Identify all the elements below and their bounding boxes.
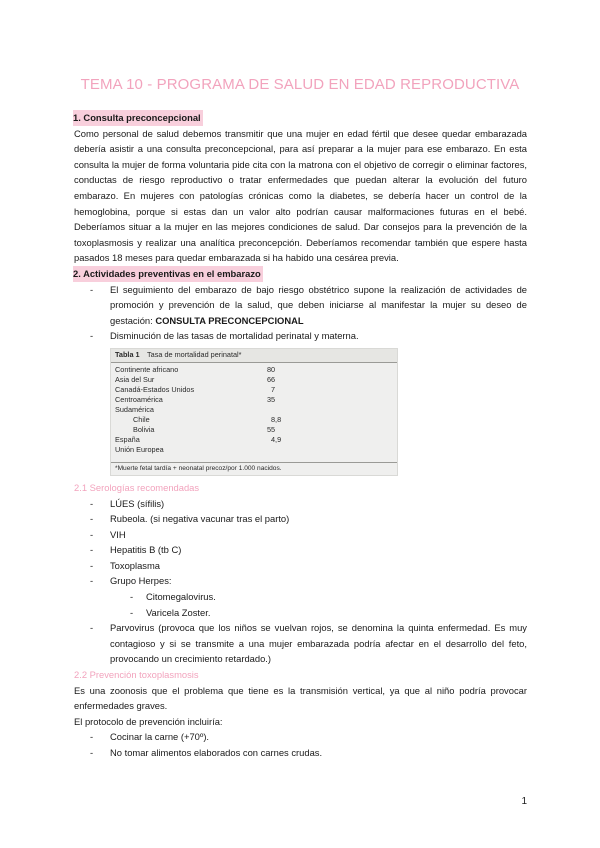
- list-item-text: Grupo Herpes:: [110, 575, 172, 587]
- section-2-2-heading: 2.2 Prevención toxoplasmosis: [74, 669, 199, 681]
- list-item: [74, 542, 527, 558]
- list-item: [74, 496, 527, 512]
- table-row-value: 7: [271, 384, 276, 394]
- section-2-list: [74, 282, 527, 344]
- list-item-text: Rubeola. (si negativa vacunar tras el parto): [110, 513, 290, 525]
- section-1-paragraph: Como personal de salud debemos transmitir que una mujer en edad fértil que desee quedar embarazada debería asistir a una consulta preconcepcional, para así preparar a la mujer para ese embarazo. En esta consulta la mujer de forma voluntaria pide cita con la matrona con el objetivo de corregir o eliminar factores, conductas de riesgo reproductivo o tratar enfermedades que puedan alterar la evolución del futuro embarazo. En mujeres con patologías crónicas como la diabetes, se debería hacer un control de la hemoglobina, porque si estas dan un valor alto podrían causar malformaciones futuras en el bebé. Deberíamos situar a la mujer en las mejores condiciones de salud. Dar consejos para la prevención de la toxoplasmosis y realizar una analítica preconcepción. Deberíamos recomendar también que espere hasta pasados 18 meses para quedar embarazada si ha habido una cesárea previa.: [74, 127, 527, 264]
- list-item-text: LÚES (sífilis): [110, 497, 165, 509]
- table-number: Tabla 1: [115, 349, 140, 359]
- page-title: TEMA 10 - PROGRAMA DE SALUD EN EDAD REPRODUCTIVA: [80, 76, 520, 93]
- table-row-label: Chile: [133, 414, 150, 424]
- table-row: [115, 406, 315, 415]
- herpes-sublist: [110, 589, 527, 620]
- table-row-label: Continente africano: [115, 364, 179, 374]
- list-item-text: VIH: [110, 528, 126, 540]
- mortality-table: [110, 348, 398, 476]
- table-row-value: 4,9: [271, 434, 282, 444]
- table-row-label: Unión Europea: [115, 444, 164, 454]
- table-row: [115, 436, 315, 445]
- table-row-value: 8,8: [271, 414, 282, 424]
- section-1-heading-text: 1. Consulta preconcepcional: [73, 110, 203, 126]
- list-item-text: No tomar alimentos elaborados con carnes crudas.: [110, 747, 323, 758]
- toxoplasmosis-list: [74, 729, 527, 760]
- table-row-label: Canadá-Estados Unidos: [115, 384, 195, 394]
- table-row: [115, 366, 315, 375]
- sublist-item: [110, 605, 527, 621]
- table-footnote-text: *Muerte fetal tardía + neonatal precoz/por 1.000 nacidos.: [115, 464, 282, 472]
- list-item: [74, 282, 527, 329]
- document-body: [74, 110, 527, 761]
- table-row-value: 55: [267, 424, 276, 434]
- serologies-list: [74, 496, 527, 668]
- list-item: [74, 729, 527, 745]
- section-2-heading-text: 2. Actividades preventivas en el embarazo: [73, 266, 263, 282]
- list-item-text: Cocinar la carne (+70º).: [110, 731, 210, 743]
- sublist-item: [110, 589, 527, 605]
- table-row: [115, 376, 315, 385]
- list-item-text: El seguimiento del embarazo de bajo riesgo obstétrico supone la realización de actividades de promoción y prevención de la salud, que deben iniciarse al manifestar la mujer su deseo de gestación:: [110, 283, 527, 326]
- table-header: [111, 349, 397, 363]
- list-item-text: Toxoplasma: [110, 559, 161, 571]
- table-row: [115, 386, 315, 395]
- table-title: Tasa de mortalidad perinatal*: [147, 349, 242, 359]
- section-2-1-heading: 2.1 Serologías recomendadas: [74, 481, 200, 493]
- list-item: [74, 745, 527, 761]
- list-item-text: Parvovirus (provoca que los niños se vuelvan rojos, se denomina la quinta enfermedad. Es muy contagioso y si se transmite a una mujer embarazada podría afectar en el desarrollo del feto, provocando un crecimiento retardado.): [110, 622, 527, 665]
- list-item-bold: CONSULTA PRECONCEPCIONAL: [155, 314, 304, 326]
- table-row: [115, 426, 315, 435]
- section-1-heading: [74, 110, 527, 126]
- sublist-item-text: Citomegalovirus.: [146, 591, 216, 603]
- table-row-label: Sudamérica: [115, 404, 154, 414]
- sublist-item-text: Varicela Zoster.: [146, 606, 211, 618]
- table-footnote: [111, 462, 397, 475]
- list-item-text: Hepatitis B (tb C): [110, 544, 182, 556]
- table-row-value: 80: [267, 364, 276, 374]
- section-2-heading: [74, 266, 527, 282]
- table-row-label: Bolivia: [133, 424, 155, 434]
- table-row-value: 66: [267, 374, 276, 384]
- list-item: [74, 527, 527, 543]
- table-row-value: 35: [267, 394, 276, 404]
- list-item-text: Disminución de las tasas de mortalidad perinatal y materna.: [110, 330, 359, 342]
- table-row-label: España: [115, 434, 140, 444]
- list-item: [74, 558, 527, 574]
- table-row: [115, 446, 315, 455]
- list-item: [74, 620, 527, 667]
- list-item: [74, 511, 527, 527]
- table-row: [115, 396, 315, 405]
- table-row-label: Centroamérica: [115, 394, 163, 404]
- list-item: [74, 328, 527, 344]
- section-2-2-protocol: El protocolo de prevención incluiría:: [74, 715, 223, 727]
- page-number: 1: [521, 796, 527, 807]
- section-2-2-paragraph: Es una zoonosis que el problema que tiene es la transmisión vertical, ya que al niño podría provocar enfermedades graves.: [74, 684, 527, 712]
- table-row: [115, 416, 315, 425]
- list-item: [74, 573, 527, 620]
- table-row-label: Asia del Sur: [115, 374, 155, 384]
